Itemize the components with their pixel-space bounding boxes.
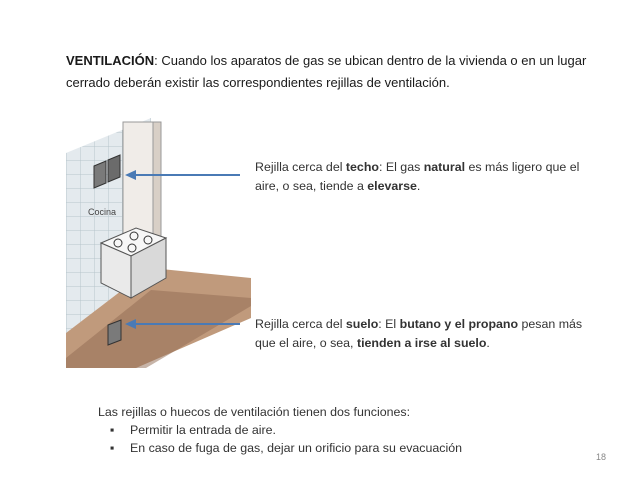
intro-paragraph [66,50,596,94]
intro-title: VENTILACIÓN [66,53,155,68]
callout-text: Rejilla cerca del [255,160,346,174]
callout-text: : El gas [378,160,424,174]
callout-bold: tienden a irse al suelo [356,336,487,350]
callout-text: es más ligero que el aire, o sea, tiende a [255,160,580,193]
arrow-to-top-vent [125,168,240,182]
list-item-text: En caso de fuga de gas, dejar un orificio para su evacuación [130,441,463,455]
room-label: Cocina [88,207,117,217]
callout-floor-vent [255,315,605,353]
list-item [110,439,578,457]
callout-text: Rejilla cerca del [255,317,346,331]
callout-bold: natural [423,160,466,174]
bullet: ▪ [110,441,115,455]
functions-intro: Las rejillas o huecos de ventilación tienen dos funciones: [98,405,411,419]
callout-text: . [486,336,490,350]
bottom-vent-grille [108,320,121,345]
callout-bold: suelo [345,317,379,331]
callout-bold: techo [345,160,379,174]
callout-text: : El [378,317,400,331]
callout-text: pesan más que el aire, o sea, [255,317,583,350]
page-number: 18 [595,452,606,462]
callout-ceiling-vent [255,158,605,196]
functions-list [98,421,578,457]
callout-bold: butano y el propano [399,317,519,331]
list-item-text: Permitir la entrada de aire. [130,423,277,437]
intro-text: : Cuando los aparatos de gas se ubican dentro de la vivienda o en un lugar cerrado deberán existir las correspondientes rejillas de ventilación. [66,53,587,90]
arrow-to-bottom-vent [125,317,240,331]
functions-block [98,403,578,457]
callout-bold: elevarse [367,179,417,193]
list-item [110,421,578,439]
callout-text: . [416,179,421,193]
bullet: ▪ [110,423,115,437]
